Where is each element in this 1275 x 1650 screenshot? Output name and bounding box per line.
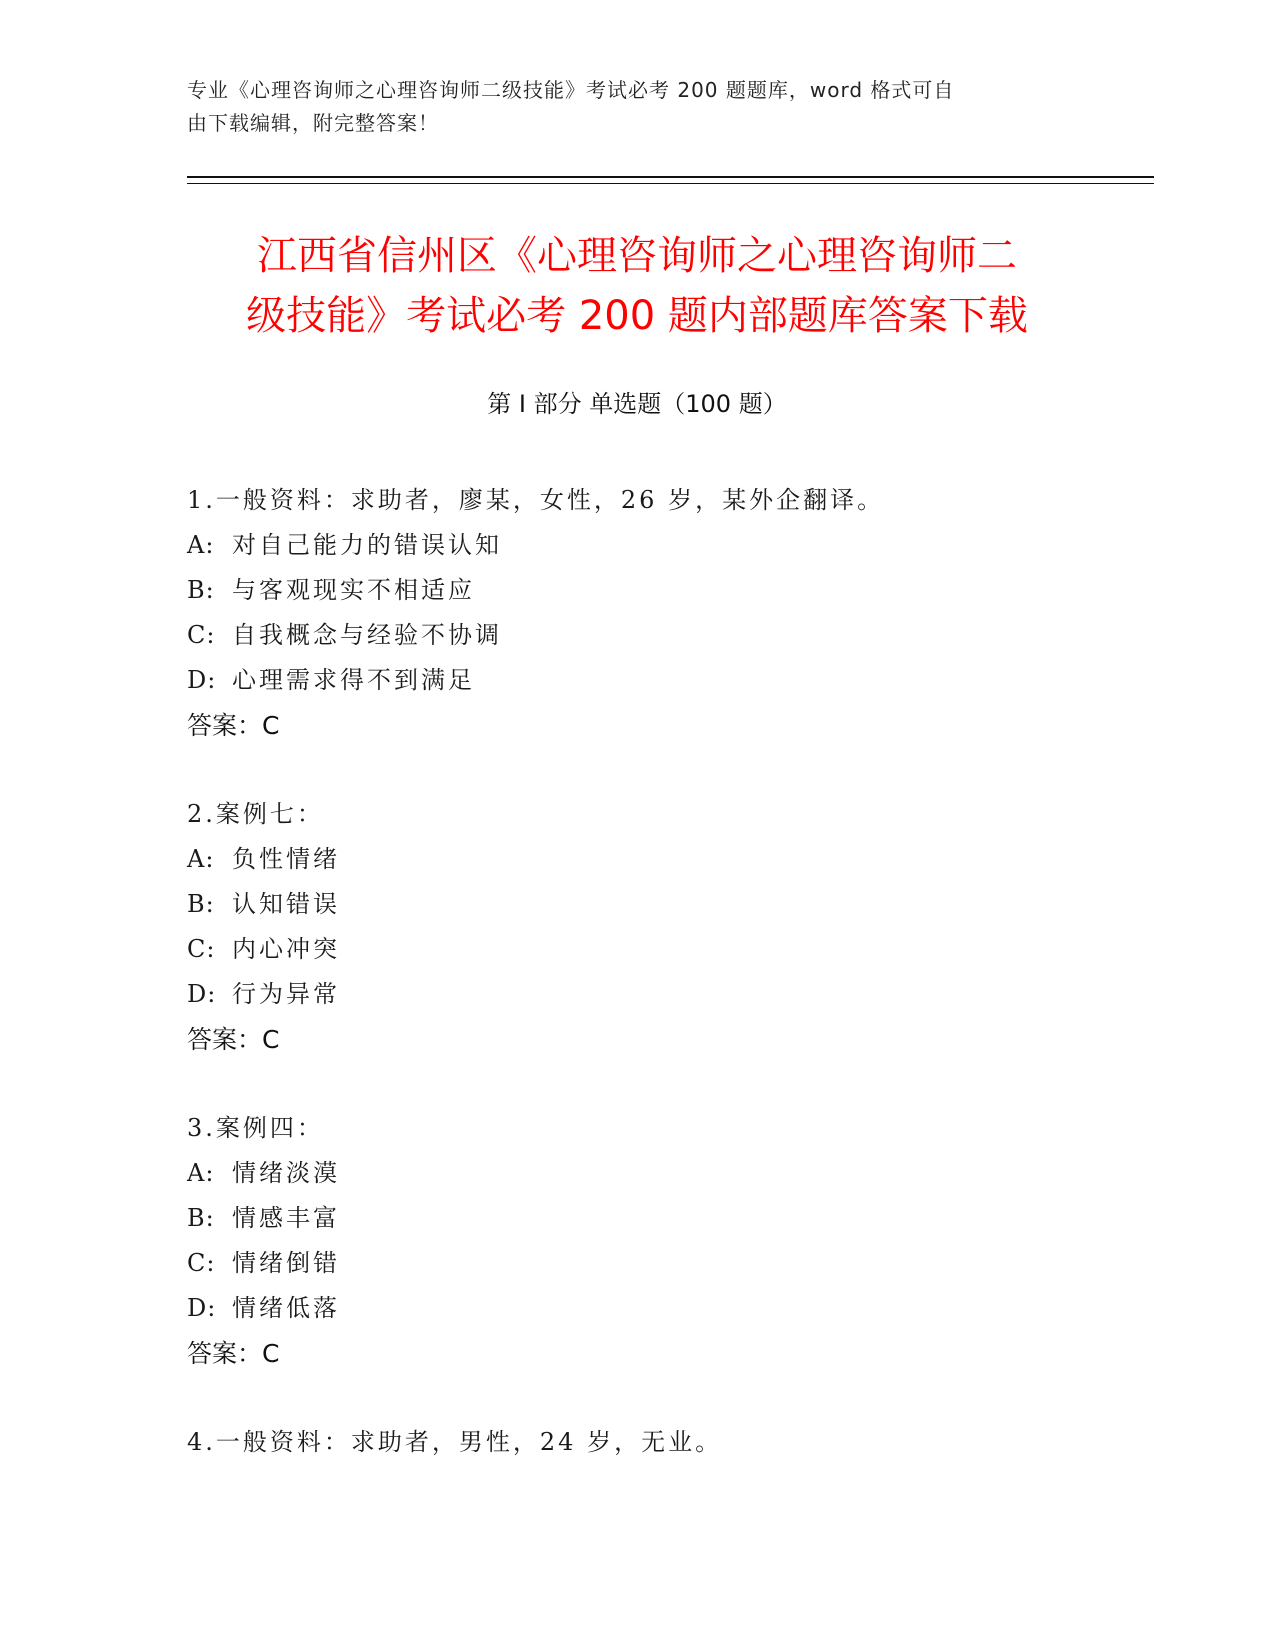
- option-text: 情绪低落: [232, 1294, 340, 1322]
- option-text: 内心冲突: [232, 935, 340, 963]
- section-heading: 第 I 部分 单选题（100 题）: [487, 390, 787, 418]
- option-c: [187, 927, 1147, 972]
- header-divider-thick: [187, 176, 1154, 178]
- option-b: [187, 882, 1147, 927]
- option-text: 负性情绪: [232, 845, 340, 873]
- question-2: [187, 792, 1147, 1062]
- header-divider-thin: [187, 183, 1154, 184]
- option-letter: A:: [187, 531, 215, 559]
- option-text: 与客观现实不相适应: [232, 576, 475, 604]
- option-text: 情绪淡漠: [232, 1159, 340, 1187]
- question-stem: 3.案例四：: [187, 1114, 324, 1142]
- option-letter: C:: [187, 1249, 216, 1277]
- option-text: 情绪倒错: [232, 1249, 340, 1277]
- option-text: 行为异常: [232, 980, 340, 1008]
- option-a: [187, 1151, 1147, 1196]
- answer: 答案：C: [187, 1025, 280, 1054]
- option-letter: D:: [187, 666, 217, 694]
- option-letter: A:: [187, 1159, 215, 1187]
- document-title-line-2: 级技能》考试必考 200 题内部题库答案下载: [246, 293, 1028, 339]
- option-letter: D:: [187, 980, 217, 1008]
- question-1: [187, 478, 1147, 748]
- option-d: [187, 1286, 1147, 1331]
- header-note-line-1: 专业《心理咨询师之心理咨询师二级技能》考试必考 200 题题库，word 格式可自: [187, 78, 955, 102]
- option-d: [187, 972, 1147, 1017]
- question-stem: 4.一般资料：求助者，男性，24 岁，无业。: [187, 1428, 723, 1456]
- option-text: 对自己能力的错误认知: [232, 531, 502, 559]
- option-letter: D:: [187, 1294, 217, 1322]
- option-b: [187, 1196, 1147, 1241]
- document-title: [187, 226, 1087, 346]
- question-stem: 2.案例七：: [187, 800, 324, 828]
- option-c: [187, 1241, 1147, 1286]
- answer: 答案：C: [187, 711, 280, 740]
- option-letter: C:: [187, 621, 216, 649]
- option-letter: B:: [187, 1204, 215, 1232]
- option-text: 认知错误: [232, 890, 340, 918]
- header-note: [187, 74, 1087, 140]
- option-a: [187, 837, 1147, 882]
- option-letter: C:: [187, 935, 216, 963]
- option-text: 心理需求得不到满足: [232, 666, 475, 694]
- header-note-line-2: 由下载编辑，附完整答案！: [187, 111, 439, 135]
- option-b: [187, 568, 1147, 613]
- question-3: [187, 1106, 1147, 1376]
- option-text: 情感丰富: [232, 1204, 340, 1232]
- option-letter: B:: [187, 890, 215, 918]
- option-text: 自我概念与经验不协调: [232, 621, 502, 649]
- answer: 答案：C: [187, 1339, 280, 1368]
- option-c: [187, 613, 1147, 658]
- question-list: [187, 478, 1147, 1509]
- option-d: [187, 658, 1147, 703]
- document-title-line-1: 江西省信州区《心理咨询师之心理咨询师二: [257, 233, 1017, 279]
- question-stem: 1.一般资料：求助者，廖某，女性，26 岁，某外企翻译。: [187, 486, 885, 514]
- option-a: [187, 523, 1147, 568]
- option-letter: A:: [187, 845, 215, 873]
- option-letter: B:: [187, 576, 215, 604]
- question-4: [187, 1420, 1147, 1465]
